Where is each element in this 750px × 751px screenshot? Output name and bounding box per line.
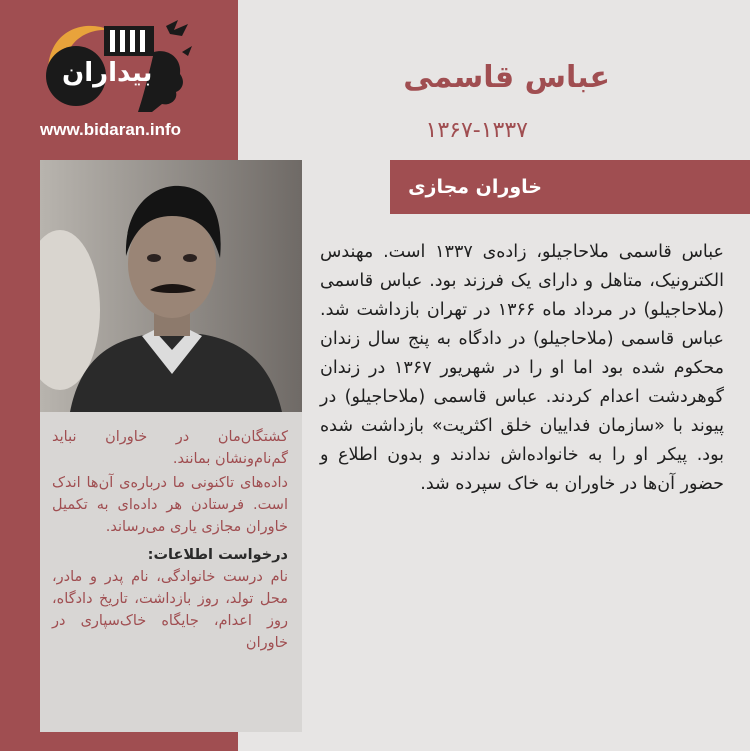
bidaran-logo-icon (42, 12, 202, 116)
site-url-link[interactable]: www.bidaran.info (40, 120, 182, 139)
info-paragraph-1: کشتگان‌مان در خاوران نباید گم‌نام‌ونشان بمانند. (52, 429, 288, 467)
logo-wordmark: بیداران (62, 58, 153, 88)
person-dates: ۱۳۶۷-۱۳۳۷ (425, 118, 528, 143)
tag-label: خاوران مجازی (408, 176, 542, 198)
request-body: نام درست خانوادگی، نام پدر و مادر، محل تولد، روز بازداشت، تاریخ دادگاه، روز اعدام، جایگاه خاک‌سپاری در خاوران (52, 569, 288, 651)
biography-text: عباس قاسمی ملاحاجیلو، زاده‌ی ۱۳۳۷ است. مهندس الکترونیک، متاهل و دارای یک فرزند بود. عباس قاسمی (ملاحاجیلو) در مرداد ماه ۱۳۶۶ در تهران بازداشت شد. عباس قاسمی (ملاحاجیلو) در دادگاه به پنج سال زندان محکوم شده بود اما او را در شهریور ۱۳۶۷ در زندان گوهردشت اعدام کردند. عباس قاسمی (ملاحاجیلو) در پیوند با «سازمان فداییان خلق اکثریت» بازداشت شده بود. پیکر او را به خانواده‌اش ندادند و بدون اطلاع و حضور آن‌ها در خاوران به خاک سپرده شد. (320, 242, 725, 494)
person-name: عباس قاسمی (403, 60, 610, 95)
info-paragraph-2: داده‌های تاکنونی ما درباره‌ی آن‌ها اندک است. فرستادن هر داده‌ای به تکمیل خاوران مجازی یاری می‌رساند. (52, 475, 288, 535)
khavaran-tag (390, 160, 750, 214)
portrait-photo (40, 160, 302, 412)
request-title: درخواست اطلاعات: (147, 547, 288, 563)
info-request-box (40, 412, 302, 732)
